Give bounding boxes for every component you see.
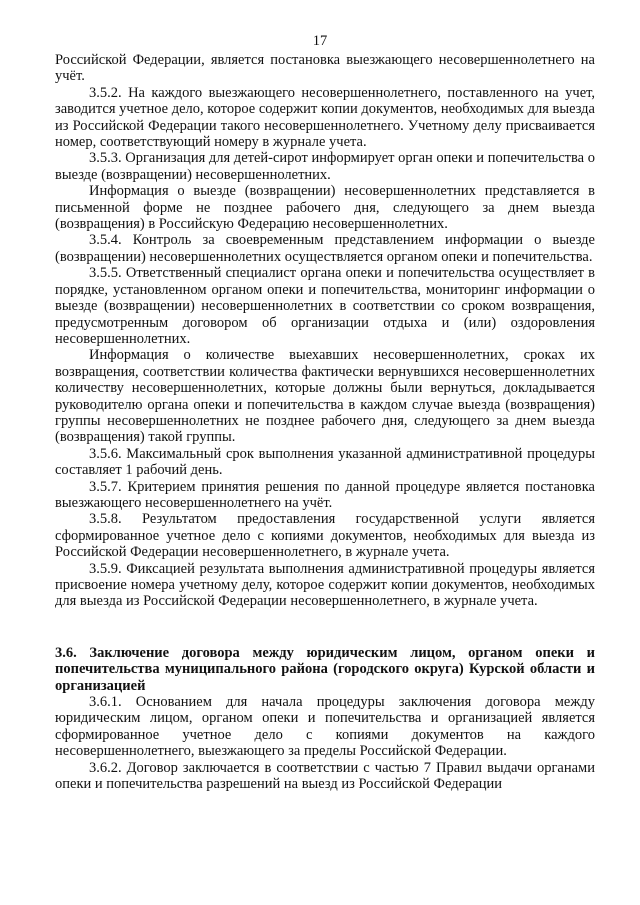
paragraph-3-5-9: 3.5.9. Фиксацией результата выполнения административной процедуры является присвоение номера учетному делу, которое содержит копии документов, необходимых для выезда из Российской Федерации несовершеннолетнего, в журнале учета. — [55, 560, 595, 610]
section-heading-3-6: 3.6. Заключение договора между юридическим лицом, органом опеки и попечительства муниципального района (городского округа) Курской области и организацией — [55, 644, 595, 694]
paragraph-3-5-2: 3.5.2. На каждого выезжающего несовершеннолетнего, поставленного на учет, заводится учетное дело, которое содержит копии документов, необходимых для выезда из Российской Федерации такого несовершеннолетнего. Учетному делу присваивается номер, соответствующий номеру в журнале учета. — [55, 84, 595, 151]
paragraph-3-6-2: 3.6.2. Договор заключается в соответствии с частью 7 Правил выдачи органами опеки и попечительства разрешений на выезд из Российской Федерации — [55, 759, 595, 793]
paragraph-3-5-3: 3.5.3. Организация для детей-сирот информирует орган опеки и попечительства о выезде (возвращении) несовершеннолетних. — [55, 150, 595, 183]
paragraph-3-5-6: 3.5.6. Максимальный срок выполнения указанной административной процедуры составляет 1 рабочий день. — [55, 445, 595, 479]
paragraph-3-5-8: 3.5.8. Результатом предоставления государственной услуги является сформированное учетное дело с копиями документов, необходимых для выезда из Российской Федерации несовершеннолетнего, в журнале учета. — [55, 511, 595, 561]
paragraph-continuation: Российской Федерации, является постановка выезжающего несовершеннолетнего на учёт. — [55, 52, 595, 85]
page-number: 17 — [312, 33, 328, 49]
paragraph-info-count: Информация о количестве выехавших несовершеннолетних, сроках их возвращения, соответствии количества фактически вернувшихся несовершеннолетних количеству несовершеннолетних, которые должны были вернуться, докладывается руководителю органа опеки и попечительства в каждом случае выезда (возвращения) группы несовершеннолетних не позднее рабочего дня, следующего за днем выезда (возвращения) такой группы. — [55, 347, 595, 446]
paragraph-3-5-5: 3.5.5. Ответственный специалист органа опеки и попечительства осуществляет в порядке, установленном органом опеки и попечительства, мониторинг информации о выезде (возвращении) несовершеннолетних в соответствии со сроком возвращения, предусмотренным договором об организации отдыха и (или) оздоровления несовершеннолетних. — [55, 265, 595, 347]
paragraph-3-6-1: 3.6.1. Основанием для начала процедуры заключения договора между юридическим лицом, органом опеки и попечительства и организацией является сформированное учетное дело с копиями документов на каждого несовершеннолетнего, выезжающего за пределы Российской Федерации. — [55, 694, 595, 760]
document-body — [55, 52, 595, 792]
paragraph-3-5-4: 3.5.4. Контроль за своевременным представлением информации о выезде (возвращении) несовершеннолетних осуществляется органом опеки и попечительства. — [55, 232, 595, 265]
paragraph-info-departure: Информация о выезде (возвращении) несовершеннолетних представляется в письменной форме не позднее рабочего дня, следующего за днем выезда (возвращения) в Российскую Федерацию несовершеннолетних. — [55, 183, 595, 233]
paragraph-3-5-7: 3.5.7. Критерием принятия решения по данной процедуре является постановка выезжающего несовершеннолетнего на учёт. — [55, 478, 595, 511]
